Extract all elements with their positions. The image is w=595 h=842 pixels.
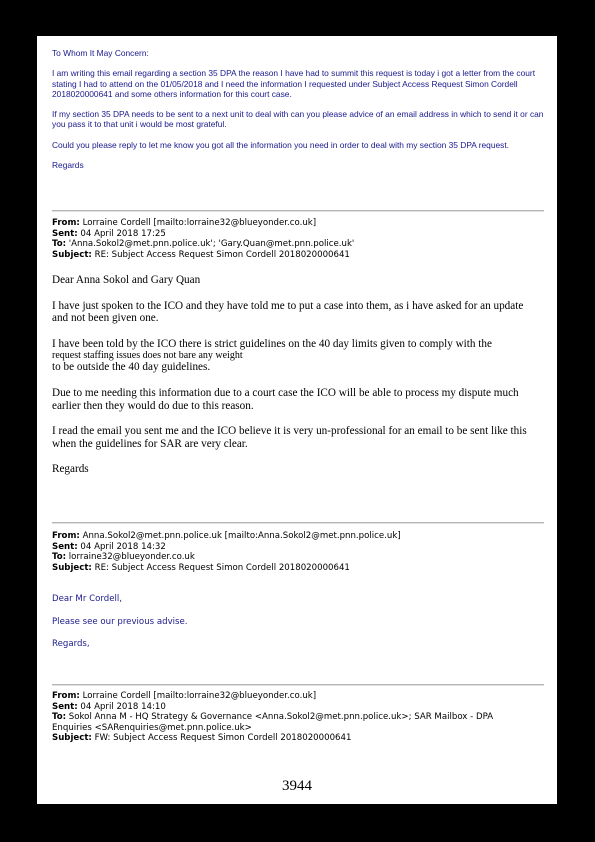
paragraph-line: request staffing issues does not bare any weight <box>52 350 243 362</box>
greeting: To Whom It May Concern: <box>52 48 149 58</box>
from-label: From: <box>52 218 80 228</box>
email-body-2 <box>52 274 542 476</box>
paragraph: If my section 35 DPA needs to be sent to a next unit to deal with can you please advice of an email address in which to send it or can you pass it to that unit i would be most grateful. <box>52 109 544 130</box>
greeting: Dear Mr Cordell, <box>52 594 123 604</box>
sent-value: 04 April 2018 17:25 <box>80 228 166 239</box>
email-body-3 <box>52 594 547 650</box>
email-body-1 <box>52 48 547 170</box>
email-header-1 <box>52 218 547 260</box>
sent-label: Sent: <box>52 228 78 239</box>
to-value: Sokol Anna M - HQ Strategy & Governance <Anna.Sokol2@met.pnn.police.uk>; SAR Mailbox - DPA <box>68 712 494 723</box>
sent-label: Sent: <box>52 701 78 712</box>
email-header-3 <box>52 691 547 744</box>
greeting: Dear Anna Sokol and Gary Quan <box>52 274 201 286</box>
subject-value: FW: Subject Access Request Simon Cordell 2018020000641 <box>94 733 352 744</box>
divider <box>52 210 544 212</box>
page-number: 3944 <box>282 778 312 794</box>
paragraph: Due to me needing this information due to a court case the ICO will be able to process my dispute much earlier then they would do due to this reason. <box>52 386 519 412</box>
signoff: Regards <box>52 463 89 476</box>
from-value: Lorraine Cordell [mailto:lorraine32@blueyonder.co.uk] <box>82 218 317 228</box>
to-label: To: <box>52 239 67 250</box>
subject-label: Subject: <box>52 249 92 260</box>
divider <box>52 522 544 524</box>
email-header-2 <box>52 531 547 573</box>
subject-value: RE: Subject Access Request Simon Cordell 2018020000641 <box>94 562 350 573</box>
signoff: Regards, <box>52 639 90 650</box>
to-value: lorraine32@blueyonder.co.uk <box>68 552 195 563</box>
divider <box>52 684 544 686</box>
paragraph: Please see our previous advise. <box>52 616 188 627</box>
sent-label: Sent: <box>52 541 78 552</box>
paragraph: I read the email you sent me and the ICO believe it is very un-professional for an email to be sent like this when the guidelines for SAR are very clear. <box>52 425 527 450</box>
from-label: From: <box>52 691 80 701</box>
document-page <box>37 36 557 804</box>
from-label: From: <box>52 531 80 541</box>
to-value: 'Anna.Sokol2@met.pnn.police.uk'; 'Gary.Quan@met.pnn.police.uk' <box>68 239 355 250</box>
to-label: To: <box>52 712 67 723</box>
paragraph-line: I have been told by the ICO there is strict guidelines on the 40 day limits given to comply with the <box>52 337 492 350</box>
paragraph-line: to be outside the 40 day guidelines. <box>52 361 211 374</box>
from-value: Lorraine Cordell [mailto:lorraine32@blueyonder.co.uk] <box>82 691 317 701</box>
paragraph: I have just spoken to the ICO and they have told me to put a case into them, as i have asked for an update and not been given one. <box>52 299 524 325</box>
to-value-continued: Enquiries <SARenquiries@met.pnn.police.uk> <box>52 722 252 733</box>
from-value: Anna.Sokol2@met.pnn.police.uk [mailto:Anna.Sokol2@met.pnn.police.uk] <box>82 531 401 541</box>
subject-label: Subject: <box>52 562 92 573</box>
subject-value: RE: Subject Access Request Simon Cordell 2018020000641 <box>94 249 350 260</box>
paragraph: Could you please reply to let me know you got all the information you need in order to deal with my section 35 DPA request. <box>52 139 509 150</box>
sent-value: 04 April 2018 14:32 <box>80 541 166 552</box>
subject-label: Subject: <box>52 733 92 744</box>
sent-value: 04 April 2018 14:10 <box>80 701 166 712</box>
to-label: To: <box>52 552 67 563</box>
paragraph: I am writing this email regarding a section 35 DPA the reason I have had to summit this request is today i got a letter from the court stating I had to attend on the 01/05/2018 and I need the information I requested under Subject Access Request Simon Cordell 2018020000641 and some others information for this court case. <box>52 68 536 99</box>
signoff: Regards <box>52 160 84 171</box>
